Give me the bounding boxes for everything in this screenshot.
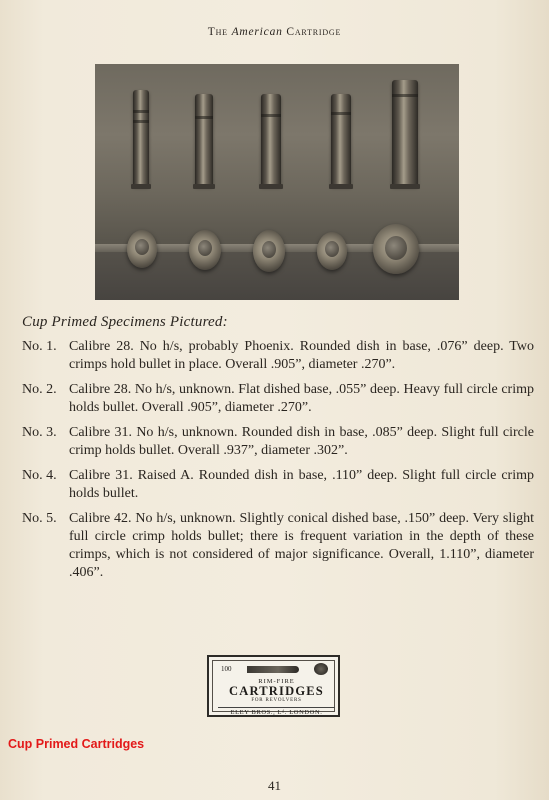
cartridge-case-4 [331,94,351,186]
specimen-number: No. 1. [22,339,57,354]
running-head [0,26,549,38]
specimen-entry-2 [22,381,534,417]
caption-heading: Cup Primed Specimens Pictured: [22,314,228,330]
box-label-for: FOR REVOLVERS [251,698,302,703]
cartridge-case-5 [392,80,418,186]
specimen-description: Calibre 31. Raised A. Rounded dish in base, .110” deep. Slight full circle crimp holds bullet. [69,468,534,501]
cartridge-base-5 [373,224,419,274]
cartridge-base-2 [189,230,221,270]
box-label-count: 100 [221,665,232,673]
specimen-description: Calibre 42. No h/s, unknown. Slightly conical dished base, .150” deep. Very slight full circle crimp holds bullet; there is frequent variation in the depth of these crimps, which is not considered of major significance. Overall, 1.110”, diameter .406”. [69,511,534,580]
specimen-entry-4 [22,467,534,503]
box-label-title: CARTRIDGES [229,684,324,698]
bullet-icon [247,666,299,673]
specimen-description: Calibre 31. No h/s, unknown. Rounded dish in base, .085” deep. Slight full circle crimp holds bullet. Overall .937”, diameter .302”. [69,425,534,458]
box-label-maker: ELEY BROS., Lᵈ. LONDON. [218,707,335,716]
cartridge-box-label [207,655,340,717]
specimen-entry-3 [22,424,534,460]
specimen-description: Calibre 28. No h/s, unknown. Flat dished base, .055” deep. Heavy full circle crimp holds bullet. Overall .905”, diameter .270”. [69,382,534,415]
specimen-number: No. 2. [22,382,57,397]
image-caption: Cup Primed Cartridges [8,737,145,751]
specimen-entry-5 [22,510,534,582]
cartridge-case-3 [261,94,281,186]
running-head-title-italic: American [231,26,283,38]
running-head-title-sc: Cartridge [286,26,342,38]
running-head-the: The [207,26,228,38]
box-label-type: RIM-FIRE [258,678,295,685]
specimen-number: No. 5. [22,511,57,526]
specimen-list [22,338,534,589]
box-label-border [212,660,335,716]
cartridge-base-1 [127,230,157,268]
specimen-number: No. 3. [22,425,57,440]
cartridge-base-3 [253,230,285,272]
cartridge-case-2 [195,94,213,186]
cartridges-photo [95,64,459,300]
cartridge-case-1 [133,90,149,186]
page-number: 41 [268,778,281,793]
cartridge-base-4 [317,232,347,270]
specimen-entry-1 [22,338,534,374]
specimen-number: No. 4. [22,468,57,483]
specimen-description: Calibre 28. No h/s, probably Phoenix. Rounded dish in base, .076” deep. Two crimps hold bullet in place. Overall .905”, diameter .270”. [69,339,534,372]
seal-icon [314,663,328,675]
